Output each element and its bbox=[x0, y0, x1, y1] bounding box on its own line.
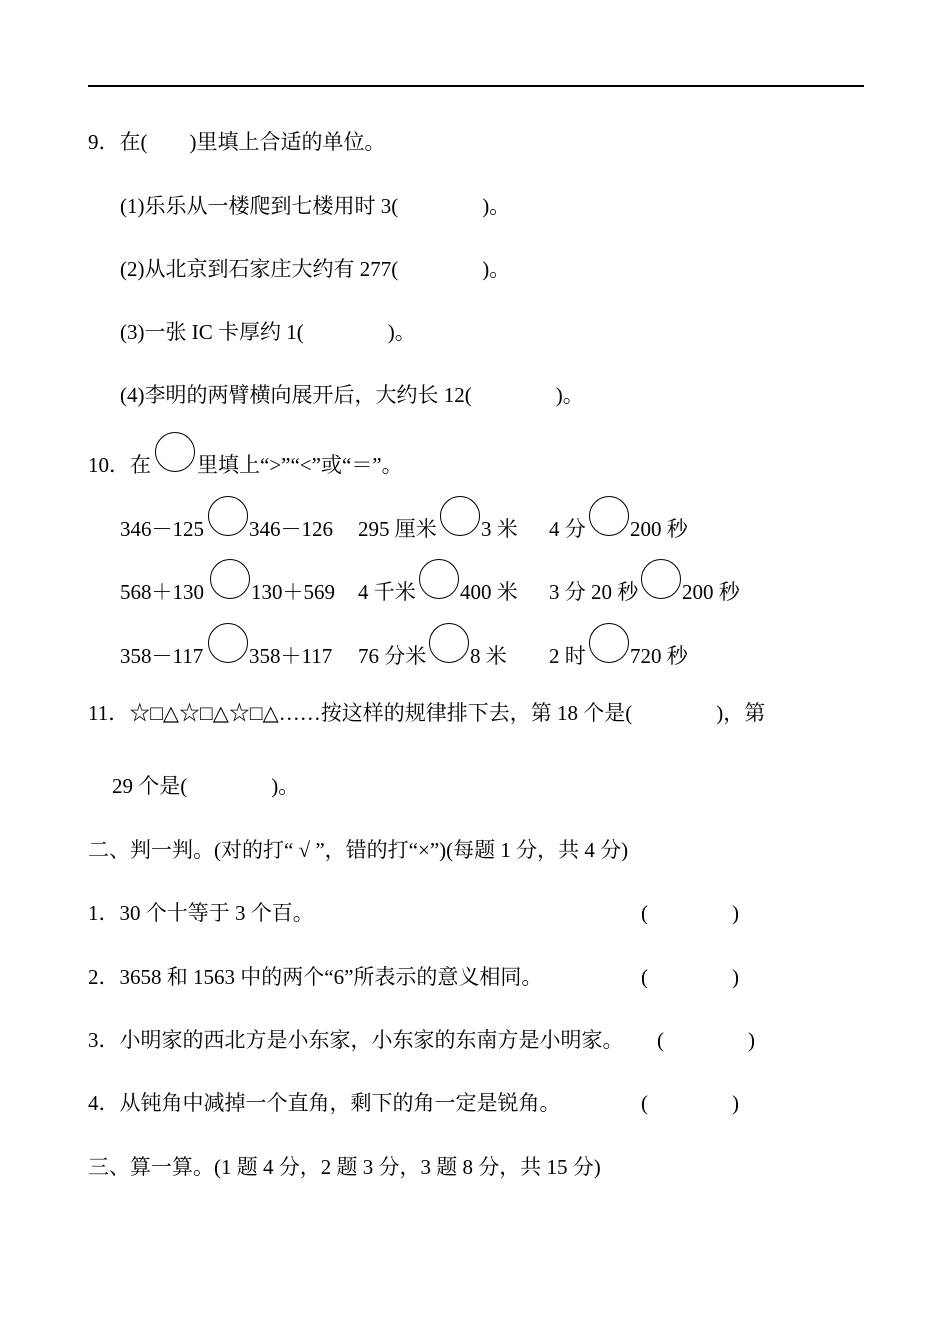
q10-r2c2-answer-circle[interactable] bbox=[419, 559, 459, 599]
q10-r3c2-left: 76 分米 bbox=[358, 644, 427, 668]
q9-item-3: (3)一张 IC 卡厚约 1( )。 bbox=[120, 320, 416, 344]
q11-line-1: 11．☆□△☆□△☆□△……按这样的规律排下去，第 18 个是( )，第 bbox=[88, 701, 766, 725]
q10-r1c1-left: 346－125 bbox=[120, 517, 204, 541]
q10-r3c2-right: 8 米 bbox=[470, 644, 507, 668]
q10-r2c2-right: 400 米 bbox=[460, 580, 518, 604]
q10-r3c1-right: 358＋117 bbox=[249, 644, 333, 668]
q10-r1c2-left: 295 厘米 bbox=[358, 517, 437, 541]
q10-r2c3-right: 200 秒 bbox=[682, 580, 740, 604]
q10-r3c3-left: 2 时 bbox=[549, 644, 586, 668]
q9-item-2: (2)从北京到石家庄大约有 277( )。 bbox=[120, 257, 511, 281]
q10-r2c3-answer-circle[interactable] bbox=[641, 559, 681, 599]
q10-r3c1-left: 358－117 bbox=[120, 644, 204, 668]
section2-title: 二、判一判。(对的打“ √ ”，错的打“×”)(每题 1 分，共 4 分) bbox=[88, 838, 629, 862]
judge-item-4-text: 4．从钝角中减掉一个直角，剩下的角一定是锐角。 bbox=[88, 1091, 561, 1115]
q10-r1c1-answer-circle[interactable] bbox=[208, 496, 248, 536]
judge-item-1-text: 1．30 个十等于 3 个百。 bbox=[88, 901, 314, 925]
q10-r3c3-right: 720 秒 bbox=[630, 644, 688, 668]
compare-circle-icon bbox=[155, 432, 195, 472]
q10-r1c1-right: 346－126 bbox=[249, 517, 333, 541]
judge-item-4-bracket[interactable]: ( ) bbox=[641, 1091, 739, 1115]
q9-stem: 9．在( )里填上合适的单位。 bbox=[88, 130, 386, 154]
q10-stem-prefix: 10．在 bbox=[88, 453, 151, 477]
q10-r2c1-answer-circle[interactable] bbox=[210, 559, 250, 599]
q9-item-1: (1)乐乐从一楼爬到七楼用时 3( )。 bbox=[120, 194, 511, 218]
q10-r1c3-answer-circle[interactable] bbox=[589, 496, 629, 536]
q10-r1c2-right: 3 米 bbox=[481, 517, 518, 541]
q10-r3c2-answer-circle[interactable] bbox=[429, 623, 469, 663]
q11-line-2: 29 个是( )。 bbox=[112, 774, 300, 798]
section3-title: 三、算一算。(1 题 4 分，2 题 3 分，3 题 8 分，共 15 分) bbox=[88, 1155, 601, 1179]
q9-item-4: (4)李明的两臂横向展开后，大约长 12( )。 bbox=[120, 383, 584, 407]
judge-item-2-text: 2．3658 和 1563 中的两个“6”所表示的意义相同。 bbox=[88, 965, 543, 989]
q10-r1c3-right: 200 秒 bbox=[630, 517, 688, 541]
q10-r1c2-answer-circle[interactable] bbox=[440, 496, 480, 536]
q10-r3c3-answer-circle[interactable] bbox=[589, 623, 629, 663]
judge-item-2-bracket[interactable]: ( ) bbox=[641, 965, 739, 989]
q10-stem-suffix: 里填上“>”“<”或“＝”。 bbox=[197, 453, 403, 477]
judge-item-3-bracket[interactable]: ( ) bbox=[657, 1028, 755, 1052]
q10-r2c1-right: 130＋569 bbox=[251, 580, 335, 604]
q10-r2c1-left: 568＋130 bbox=[120, 580, 204, 604]
judge-item-1-bracket[interactable]: ( ) bbox=[641, 901, 739, 925]
header-rule bbox=[88, 85, 864, 87]
q10-r2c2-left: 4 千米 bbox=[358, 580, 416, 604]
judge-item-3-text: 3．小明家的西北方是小东家，小东家的东南方是小明家。 bbox=[88, 1028, 624, 1052]
q10-r1c3-left: 4 分 bbox=[549, 517, 586, 541]
q10-r2c3-left: 3 分 20 秒 bbox=[549, 580, 639, 604]
q10-r3c1-answer-circle[interactable] bbox=[208, 623, 248, 663]
